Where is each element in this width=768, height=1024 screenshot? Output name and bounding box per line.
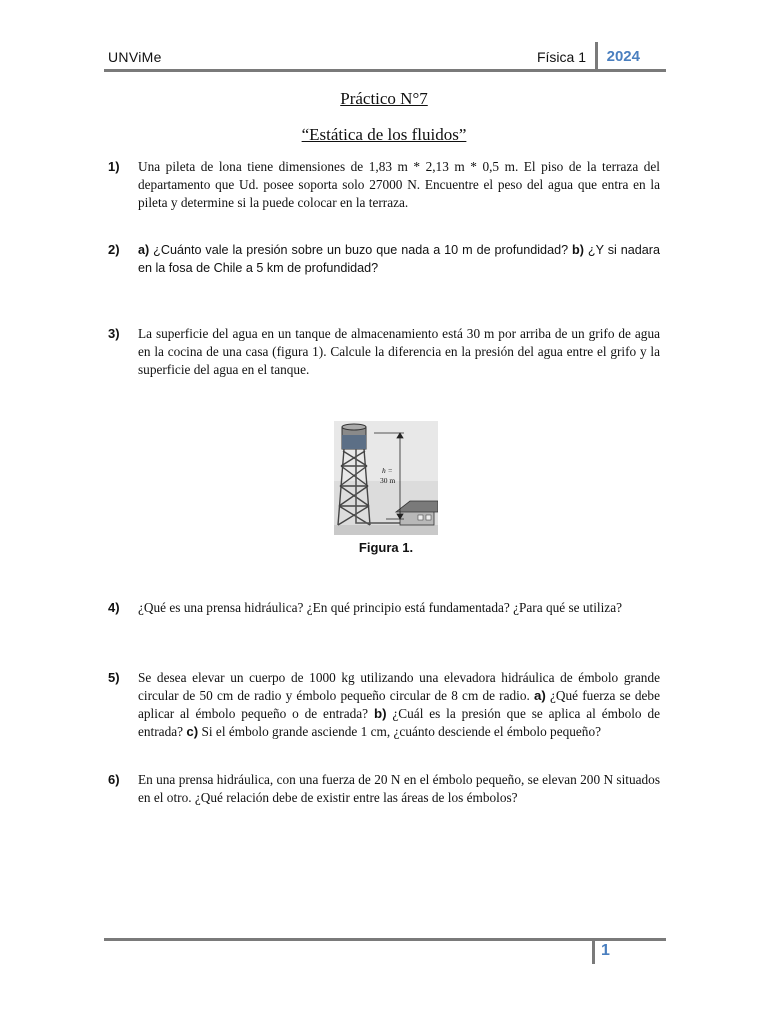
question-number: 4)	[108, 600, 120, 615]
header-year: 2024	[606, 48, 640, 65]
subject-name: Física 1	[536, 49, 586, 65]
institution-name: UNViMe	[108, 49, 162, 65]
part-a-text: ¿Cuánto vale la presión sobre un buzo que nada a 10 m de profundidad?	[149, 243, 573, 257]
header-divider	[595, 42, 598, 72]
question-text: Una pileta de lona tiene dimensiones de 1,83 m * 2,13 m * 0,5 m. El piso de la terraza del departamento que Ud. posee soporta solo 27000 N. Encuentre el peso del agua que entra en la pileta y determine si la puede colocar en la terraza.	[138, 159, 660, 210]
question-6	[108, 771, 660, 807]
tank-water	[342, 435, 366, 449]
part-a-label: a)	[534, 688, 546, 703]
header-rule	[104, 69, 666, 72]
house-window	[426, 515, 431, 520]
tank-top	[342, 424, 366, 430]
part-b-text: ¿Cuál es la presión que se aplica al émbolo de entrada?	[138, 706, 660, 739]
part-b-label: b)	[373, 706, 387, 721]
question-2	[108, 241, 660, 277]
part-a-label: a)	[138, 243, 150, 257]
question-5	[108, 669, 660, 741]
question-number: 2)	[108, 242, 120, 257]
figure-caption: Figura 1.	[358, 540, 414, 555]
question-text	[138, 241, 660, 277]
ground	[334, 525, 438, 535]
footer-rule	[104, 938, 666, 941]
page-subtitle: “Estática de los fluidos”	[301, 125, 467, 144]
part-b-text: ¿Y si nadara en la fosa de Chile a 5 km de profundidad?	[138, 243, 660, 275]
water-tank-figure	[334, 421, 438, 535]
part-c-label: c)	[186, 724, 199, 739]
question-number: 3)	[108, 326, 120, 341]
question-intro: Se desea elevar un cuerpo de 1000 kg utilizando una elevadora hidráulica de émbolo grande circular de 50 cm de radio y émbolo pequeño circular de 8 cm de radio.	[138, 670, 660, 703]
height-value: 30 m	[380, 476, 396, 485]
question-text	[138, 669, 660, 741]
question-number: 6)	[108, 772, 120, 787]
question-text: La superficie del agua en un tanque de almacenamiento está 30 m por arriba de un grifo de agua en la cocina de una casa (figura 1). Calcule la diferencia en la presión del agua entre el grifo y la superficie del agua en el tanque.	[138, 326, 660, 377]
part-c-text: Si el émbolo grande asciende 1 cm, ¿cuánto desciende el émbolo pequeño?	[198, 724, 602, 739]
question-number: 5)	[108, 670, 120, 685]
part-b-label: b)	[572, 243, 584, 257]
question-text: ¿Qué es una prensa hidráulica? ¿En qué principio está fundamentada? ¿Para qué se utiliza?	[138, 600, 623, 615]
page-title: Práctico N°7	[340, 89, 428, 108]
height-label: h =	[382, 466, 393, 475]
page-header	[104, 42, 666, 72]
question-text: En una prensa hidráulica, con una fuerza de 20 N en el émbolo pequeño, se elevan 200 N situados en el otro. ¿Qué relación debe de existir entre las áreas de los émbolos?	[138, 772, 660, 805]
part-a-text: ¿Qué fuerza se debe aplicar al émbolo pequeño o de entrada?	[138, 688, 660, 721]
question-1	[108, 158, 660, 212]
question-4	[108, 599, 660, 617]
footer-divider	[592, 938, 595, 964]
question-3	[108, 325, 660, 379]
page-number: 1	[601, 942, 610, 959]
house-window	[418, 515, 423, 520]
question-number: 1)	[108, 159, 120, 174]
